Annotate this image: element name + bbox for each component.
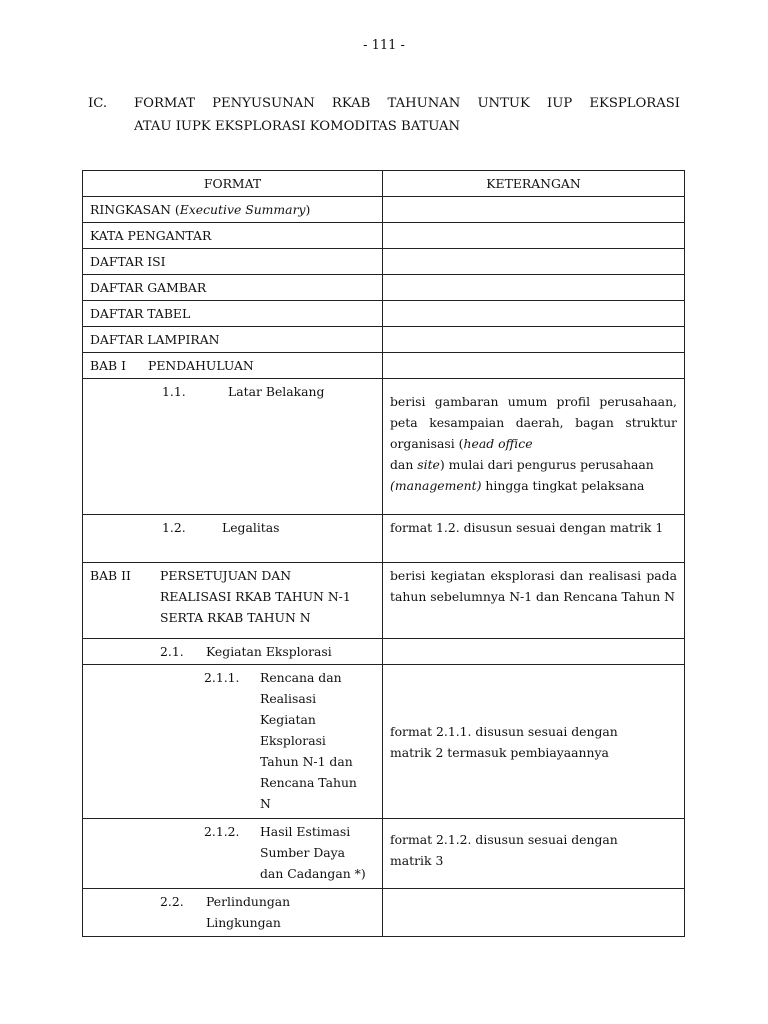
heading-line-1: FORMAT PENYUSUNAN RKAB TAHUNAN UNTUK IUP EKSPLORASI [134,96,680,111]
row-label: DAFTAR TABEL [83,301,383,327]
r12-desc: format 1.2. disusun sesuai dengan matrik 1 [383,515,685,563]
table-row [83,327,685,353]
table-row [83,301,685,327]
r212-number: 2.1.2. [204,824,240,839]
empty-cell [383,197,685,223]
r11-desc-text-2: dan [390,457,418,472]
r212-title-line: Sumber Daya [260,845,346,860]
empty-cell [383,353,685,379]
r211-number: 2.1.1. [204,670,240,685]
header-keterangan: KETERANGAN [383,171,685,197]
row-label: DAFTAR GAMBAR [83,275,383,301]
table-header-row [83,171,685,197]
table-row-ringkasan [83,197,685,223]
table-row-1-1 [83,379,685,515]
r212-desc-line: matrik 3 [390,853,444,868]
table-row-2-1-1 [83,665,685,819]
bab1-cell [83,353,383,379]
r11-number: 1.1. [162,384,186,399]
table-row [83,275,685,301]
section-heading [88,92,680,138]
r11-desc [383,379,685,515]
table-row-1-2 [83,515,685,563]
bab2-desc: berisi kegiatan eksplorasi dan realisasi pada tahun sebelumnya N-1 dan Rencana Tahun N [383,563,685,639]
row-label: KATA PENGANTAR [83,223,383,249]
r211-desc-line: format 2.1.1. disusun sesuai dengan [390,723,618,739]
r211-title-line: Rencana dan [260,670,342,685]
empty-cell [383,889,685,937]
empty-cell [383,301,685,327]
r212-title [260,821,366,884]
r21-cell [83,639,383,665]
table-row-bab2 [83,563,685,639]
table-row [83,249,685,275]
r212-desc-line: format 2.1.2. disusun sesuai dengan [390,832,618,847]
ringkasan-text: RINGKASAN ( [90,202,180,217]
r22-title [206,891,290,933]
r12-title: Legalitas [222,520,280,535]
r11-title: Latar Belakang [228,384,325,399]
r11-desc-text: berisi gambaran umum profil perusahaan, peta kesampaian daerah, bagan struktur organisasi ( [390,394,677,451]
r212-title-line: Hasil Estimasi [260,824,351,839]
r211-title [260,667,357,814]
r22-cell [83,889,383,937]
r11-desc-text-3: ) mulai dari pengurus perusahaan [439,457,654,472]
r21-number: 2.1. [160,644,184,659]
r211-title-line: Eksplorasi [260,733,326,748]
bab2-title [160,565,351,628]
r211-title-line: N [260,796,271,811]
empty-cell [383,327,685,353]
ringkasan-close: ) [305,202,311,217]
bab1-title: PENDAHULUAN [148,358,254,373]
r21-title: Kegiatan Eksplorasi [206,644,332,659]
bab2-title-line: SERTA RKAB TAHUN N [160,610,311,625]
bab2-title-line: PERSETUJUAN DAN [160,568,292,583]
r211-cell [83,665,383,819]
ringkasan-cell [83,197,383,223]
empty-cell [383,639,685,665]
heading-text [134,92,680,138]
row-label: DAFTAR LAMPIRAN [83,327,383,353]
bab2-title-line: REALISASI RKAB TAHUN N-1 [160,589,351,604]
r211-title-line: Realisasi [260,691,317,706]
r211-title-line: Tahun N-1 dan [260,754,353,769]
table-row-2-1-2 [83,819,685,889]
bab2-cell [83,563,383,639]
r11-desc-italic-3: (management) [390,478,482,493]
r211-title-line: Rencana Tahun [260,775,357,790]
header-format: FORMAT [83,171,383,197]
r211-desc-line: matrik 2 termasuk pembiayaannya [390,744,609,760]
heading-line-2: ATAU IUPK EKSPLORASI KOMODITAS BATUAN [134,119,461,134]
r22-number: 2.2. [160,894,184,909]
r211-title-line: Kegiatan [260,712,316,727]
table-row [83,223,685,249]
empty-cell [383,249,685,275]
r22-title-line: Lingkungan [206,915,281,930]
page-number: - 111 - [363,38,405,53]
bab1-number: BAB I [90,358,126,373]
format-table [82,170,685,937]
ringkasan-italic: Executive Summary [179,202,306,217]
r22-title-line: Perlindungan [206,894,291,909]
r12-cell [83,515,383,563]
empty-cell [383,223,685,249]
r211-desc [383,665,685,819]
empty-cell [383,275,685,301]
r11-desc-italic-2: site [417,457,440,472]
r212-title-line: dan Cadangan *) [260,866,366,881]
r11-desc-text-4: hingga tingkat pelaksana [481,478,645,493]
table-row-bab1 [83,353,685,379]
row-label: DAFTAR ISI [83,249,383,275]
r11-desc-italic: head office [463,436,533,451]
table-row-2-1 [83,639,685,665]
r12-number: 1.2. [162,520,186,535]
table-row-2-2 [83,889,685,937]
bab2-number: BAB II [90,568,131,583]
r11-cell [83,379,383,515]
r212-desc [383,819,685,889]
heading-number: IC. [88,96,108,111]
r212-cell [83,819,383,889]
